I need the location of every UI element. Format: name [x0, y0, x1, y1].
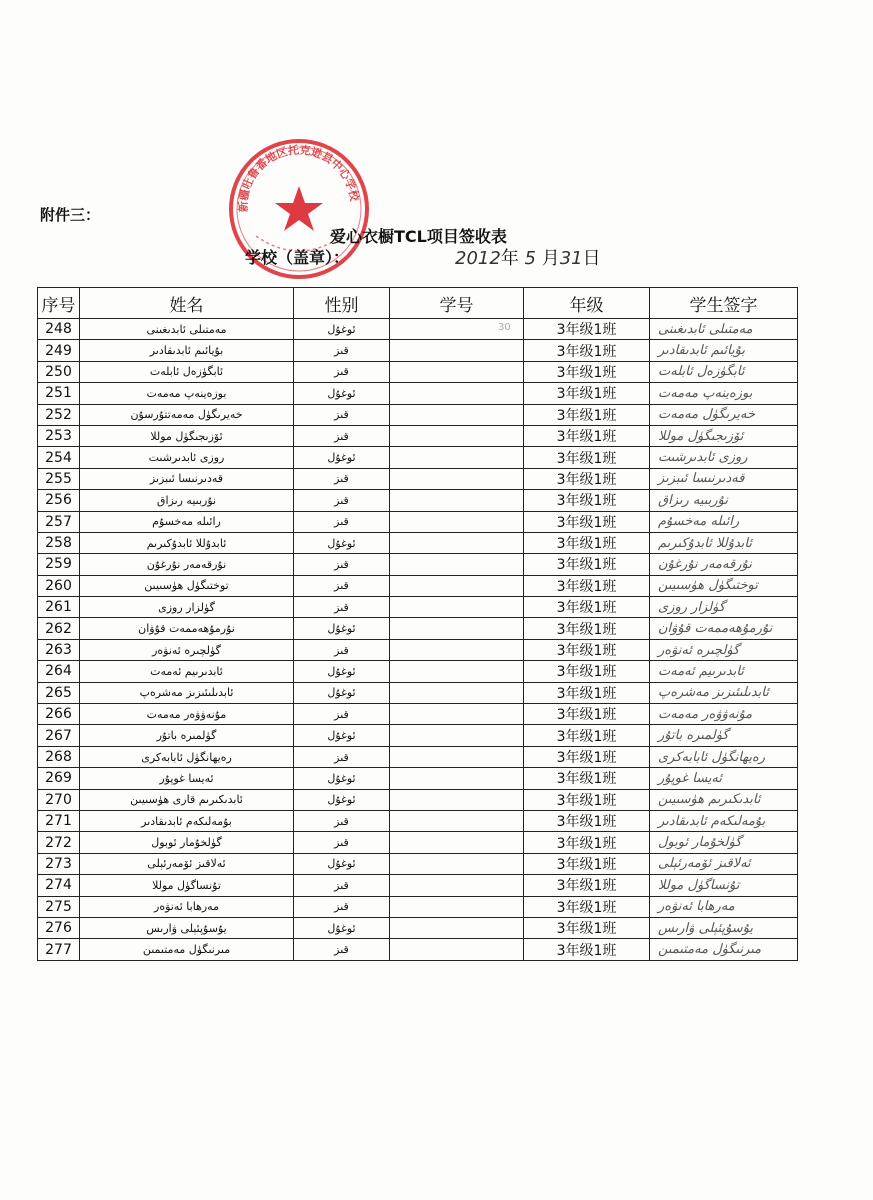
row-number-cell: 271: [38, 810, 80, 831]
student-signature-cell: بۇمەلىكەم ئابدىقادىر: [650, 810, 798, 831]
table-row: [38, 618, 798, 639]
grade-cell: 3年级1班: [524, 425, 650, 446]
table-row: [38, 361, 798, 382]
table-row: [38, 853, 798, 874]
date-year: 2012: [455, 248, 501, 269]
date-month: 5: [524, 248, 536, 269]
table-row: [38, 661, 798, 682]
grade-cell: 3年级1班: [524, 768, 650, 789]
table-row: [38, 875, 798, 896]
grade-cell: 3年级1班: [524, 682, 650, 703]
student-id-cell: [390, 896, 524, 917]
school-label: 学校（盖章）：: [245, 248, 350, 267]
star-icon: [275, 186, 323, 231]
student-signature-cell: ئابگۈزەل ئابلەت: [650, 361, 798, 382]
student-name-cell: ئابدىكىرىم قارى ھۈسىيىن: [80, 789, 294, 810]
student-name-cell: ئەلاقىز ئۆمەرئېلى: [80, 853, 294, 874]
student-id-cell: [390, 746, 524, 767]
row-number-cell: 268: [38, 746, 80, 767]
student-id-cell: [390, 832, 524, 853]
row-number-cell: 251: [38, 383, 80, 404]
student-id-cell: [390, 468, 524, 489]
student-signature-cell: يۇسۇپئېلى ۋارىس: [650, 917, 798, 938]
row-number-cell: 276: [38, 917, 80, 938]
grade-cell: 3年级1班: [524, 704, 650, 725]
row-number-cell: 253: [38, 425, 80, 446]
grade-cell: 3年级1班: [524, 618, 650, 639]
gender-cell: قىز: [294, 361, 390, 382]
student-id-cell: [390, 597, 524, 618]
row-number-cell: 259: [38, 554, 80, 575]
student-id-cell: [390, 661, 524, 682]
student-name-cell: مۇنەۋۋەر مەمەت: [80, 704, 294, 725]
gender-cell: ئوغۇل: [294, 768, 390, 789]
receipt-table: [37, 287, 798, 961]
gender-cell: ئوغۇل: [294, 618, 390, 639]
student-id-cell: [390, 810, 524, 831]
student-name-cell: ئابدىرىيم ئەمەت: [80, 661, 294, 682]
grade-cell: 3年级1班: [524, 468, 650, 489]
student-name-cell: ئۆزىجىگۈل موللا: [80, 425, 294, 446]
grade-cell: 3年级1班: [524, 575, 650, 596]
row-number-cell: 257: [38, 511, 80, 532]
student-signature-cell: مىرنىگۈل مەمتىمىن: [650, 939, 798, 960]
student-name-cell: بۇمەلىكەم ئابدىقادىر: [80, 810, 294, 831]
student-id-cell: [390, 875, 524, 896]
student-id-cell: [390, 532, 524, 553]
grade-cell: 3年级1班: [524, 383, 650, 404]
student-name-cell: رائىلە مەخسۇم: [80, 511, 294, 532]
student-name-cell: قەدىرنىسا ئىبزىز: [80, 468, 294, 489]
student-signature-cell: خەيرىگۈل مەمەت: [650, 404, 798, 425]
table-row: [38, 575, 798, 596]
gender-cell: قىز: [294, 340, 390, 361]
table-row: [38, 789, 798, 810]
row-number-cell: 277: [38, 939, 80, 960]
student-id-cell: [390, 939, 524, 960]
row-number-cell: 263: [38, 639, 80, 660]
student-signature-cell: ئەيسا غوپۇر: [650, 768, 798, 789]
student-signature-cell: ئەلاقىز ئۆمەرئېلى: [650, 853, 798, 874]
table-row: [38, 468, 798, 489]
row-number-cell: 262: [38, 618, 80, 639]
gender-cell: قىز: [294, 468, 390, 489]
student-id-cell: [390, 639, 524, 660]
student-name-cell: ئەيسا غوپۇر: [80, 768, 294, 789]
student-signature-cell: گۈلچىرە ئەنۋەر: [650, 639, 798, 660]
student-name-cell: ئابدىلىئىزىز مەشرەپ: [80, 682, 294, 703]
gender-cell: قىز: [294, 832, 390, 853]
student-signature-cell: رەيھانگۈل ئابابەكرى: [650, 746, 798, 767]
grade-cell: 3年级1班: [524, 490, 650, 511]
gender-cell: قىز: [294, 554, 390, 575]
grade-cell: 3年级1班: [524, 725, 650, 746]
table-row: [38, 939, 798, 960]
gender-cell: قىز: [294, 639, 390, 660]
table-row: [38, 810, 798, 831]
col-header-gender: 性别: [294, 288, 390, 319]
student-name-cell: گۈلچىرە ئەنۋەر: [80, 639, 294, 660]
student-name-cell: بۇيائىم ئابدىقادىر: [80, 340, 294, 361]
student-id-cell: [390, 447, 524, 468]
table-row: [38, 682, 798, 703]
student-id-cell: [390, 361, 524, 382]
row-number-cell: 256: [38, 490, 80, 511]
student-name-cell: روزى ئابدىرشىت: [80, 447, 294, 468]
table-row: [38, 597, 798, 618]
student-name-cell: بوزەينەپ مەمەت: [80, 383, 294, 404]
student-signature-cell: ئۆزىجىگۈل موللا: [650, 425, 798, 446]
row-number-cell: 275: [38, 896, 80, 917]
student-name-cell: ئابگۈزەل ئابلەت: [80, 361, 294, 382]
grade-cell: 3年级1班: [524, 896, 650, 917]
gender-cell: قىز: [294, 404, 390, 425]
grade-cell: 3年级1班: [524, 746, 650, 767]
table-row: [38, 490, 798, 511]
student-signature-cell: تۇنساگۈل موللا: [650, 875, 798, 896]
student-signature-cell: بۇيائىم ئابدىقادىر: [650, 340, 798, 361]
grade-cell: 3年级1班: [524, 917, 650, 938]
table-row: [38, 896, 798, 917]
student-id-cell: [390, 511, 524, 532]
gender-cell: ئوغۇل: [294, 917, 390, 938]
grade-cell: 3年级1班: [524, 554, 650, 575]
student-name-cell: خەيرىگۈل مەمەتتۇرسۇن: [80, 404, 294, 425]
gender-cell: قىز: [294, 939, 390, 960]
row-number-cell: 269: [38, 768, 80, 789]
attachment-label: 附件三：: [40, 206, 101, 224]
student-id-cell: [390, 618, 524, 639]
table-row: [38, 746, 798, 767]
stray-mark: 30: [498, 322, 511, 333]
table-row: [38, 917, 798, 938]
student-signature-cell: نۇرمۇھەممەت قۇۋان: [650, 618, 798, 639]
grade-cell: 3年级1班: [524, 404, 650, 425]
table-row: [38, 319, 798, 340]
student-name-cell: مەرھابا ئەنۋەر: [80, 896, 294, 917]
gender-cell: ئوغۇل: [294, 532, 390, 553]
row-number-cell: 261: [38, 597, 80, 618]
student-id-cell: [390, 917, 524, 938]
gender-cell: قىز: [294, 875, 390, 896]
grade-cell: 3年级1班: [524, 639, 650, 660]
grade-cell: 3年级1班: [524, 511, 650, 532]
student-id-cell: [390, 789, 524, 810]
student-name-cell: گۈلزار روزى: [80, 597, 294, 618]
student-id-cell: [390, 853, 524, 874]
student-id-cell: [390, 425, 524, 446]
row-number-cell: 272: [38, 832, 80, 853]
date-day: 31: [559, 248, 583, 269]
student-signature-cell: مەرھابا ئەنۋەر: [650, 896, 798, 917]
student-name-cell: تۇنساگۈل موللا: [80, 875, 294, 896]
table-row: [38, 704, 798, 725]
row-number-cell: 274: [38, 875, 80, 896]
table-row: [38, 768, 798, 789]
table-row: [38, 340, 798, 361]
table-row: [38, 404, 798, 425]
grade-cell: 3年级1班: [524, 853, 650, 874]
student-id-cell: [390, 704, 524, 725]
student-id-cell: [390, 490, 524, 511]
gender-cell: ئوغۇل: [294, 447, 390, 468]
student-signature-cell: بوزەينەپ مەمەت: [650, 383, 798, 404]
row-number-cell: 266: [38, 704, 80, 725]
date: 2012年 5 月31日: [455, 248, 601, 269]
grade-cell: 3年级1班: [524, 789, 650, 810]
student-name-cell: نۇرقەمەر نۇرغۇن: [80, 554, 294, 575]
gender-cell: ئوغۇل: [294, 319, 390, 340]
grade-cell: 3年级1班: [524, 532, 650, 553]
student-id-cell: [390, 768, 524, 789]
student-signature-cell: مەمتىلى ئابدىغىنى: [650, 319, 798, 340]
student-signature-cell: نۇرقەمەر نۇرغۇن: [650, 554, 798, 575]
student-id-cell: [390, 383, 524, 404]
student-name-cell: نۇربىيە رىزاق: [80, 490, 294, 511]
gender-cell: قىز: [294, 896, 390, 917]
table-row: [38, 554, 798, 575]
gender-cell: قىز: [294, 597, 390, 618]
gender-cell: ئوغۇل: [294, 661, 390, 682]
student-name-cell: توختىگۈل ھۈسىيىن: [80, 575, 294, 596]
grade-cell: 3年级1班: [524, 832, 650, 853]
student-name-cell: گۈلخۇمار ئوبول: [80, 832, 294, 853]
student-id-cell: [390, 554, 524, 575]
table-row: [38, 425, 798, 446]
student-signature-cell: ئابدۇللا ئابدۇكىرىم: [650, 532, 798, 553]
student-id-cell: [390, 319, 524, 340]
grade-cell: 3年级1班: [524, 810, 650, 831]
student-signature-cell: ئابدىرىيم ئەمەت: [650, 661, 798, 682]
student-id-cell: [390, 725, 524, 746]
row-number-cell: 264: [38, 661, 80, 682]
student-name-cell: رەيھانگۈل ئابابەكرى: [80, 746, 294, 767]
col-header-number: 序号: [38, 288, 80, 319]
student-signature-cell: قەدىرنىسا ئىبزىز: [650, 468, 798, 489]
table-row: [38, 511, 798, 532]
grade-cell: 3年级1班: [524, 875, 650, 896]
student-signature-cell: گۈلخۇمار ئوبول: [650, 832, 798, 853]
grade-cell: 3年级1班: [524, 447, 650, 468]
student-signature-cell: رائىلە مەخسۇم: [650, 511, 798, 532]
gender-cell: ئوغۇل: [294, 789, 390, 810]
col-header-student-id: 学号: [390, 288, 524, 319]
row-number-cell: 260: [38, 575, 80, 596]
table-row: [38, 532, 798, 553]
student-id-cell: [390, 340, 524, 361]
row-number-cell: 265: [38, 682, 80, 703]
row-number-cell: 249: [38, 340, 80, 361]
student-signature-cell: روزى ئابدىرشىت: [650, 447, 798, 468]
student-signature-cell: توختىگۈل ھۈسىيىن: [650, 575, 798, 596]
gender-cell: قىز: [294, 425, 390, 446]
gender-cell: قىز: [294, 490, 390, 511]
student-signature-cell: گۈلمىرە باتۇر: [650, 725, 798, 746]
stamp-text: 新疆吐鲁番地区托克逊县中心学校: [236, 143, 361, 213]
row-number-cell: 267: [38, 725, 80, 746]
grade-cell: 3年级1班: [524, 661, 650, 682]
row-number-cell: 255: [38, 468, 80, 489]
gender-cell: قىز: [294, 810, 390, 831]
gender-cell: قىز: [294, 511, 390, 532]
col-header-name: 姓名: [80, 288, 294, 319]
student-id-cell: [390, 404, 524, 425]
student-id-cell: [390, 682, 524, 703]
row-number-cell: 250: [38, 361, 80, 382]
table-row: [38, 832, 798, 853]
student-signature-cell: گۈلزار روزى: [650, 597, 798, 618]
gender-cell: ئوغۇل: [294, 383, 390, 404]
student-signature-cell: ئابدىلىئىزىز مەشرەپ: [650, 682, 798, 703]
grade-cell: 3年级1班: [524, 319, 650, 340]
row-number-cell: 258: [38, 532, 80, 553]
table-row: [38, 725, 798, 746]
grade-cell: 3年级1班: [524, 597, 650, 618]
student-name-cell: گۈلمىرە باتۇر: [80, 725, 294, 746]
row-number-cell: 248: [38, 319, 80, 340]
student-signature-cell: نۇربىيە رىزاق: [650, 490, 798, 511]
student-name-cell: مەمتىلى ئابدىغىنى: [80, 319, 294, 340]
gender-cell: ئوغۇل: [294, 725, 390, 746]
student-name-cell: مىرنىگۈل مەمتىمىن: [80, 939, 294, 960]
table-row: [38, 383, 798, 404]
gender-cell: قىز: [294, 746, 390, 767]
row-number-cell: 252: [38, 404, 80, 425]
table-header-row: [38, 288, 798, 319]
row-number-cell: 254: [38, 447, 80, 468]
table-row: [38, 447, 798, 468]
gender-cell: ئوغۇل: [294, 853, 390, 874]
table-row: [38, 639, 798, 660]
student-name-cell: يۇسۇپئېلى ۋارىس: [80, 917, 294, 938]
grade-cell: 3年级1班: [524, 361, 650, 382]
student-signature-cell: مۇنەۋۋەر مەمەت: [650, 704, 798, 725]
student-name-cell: ئابدۇللا ئابدۇكىرىم: [80, 532, 294, 553]
table-body: [38, 319, 798, 961]
gender-cell: قىز: [294, 704, 390, 725]
col-header-grade: 年级: [524, 288, 650, 319]
gender-cell: قىز: [294, 575, 390, 596]
gender-cell: ئوغۇل: [294, 682, 390, 703]
row-number-cell: 273: [38, 853, 80, 874]
student-name-cell: نۇرمۇھەممەت قۇۋان: [80, 618, 294, 639]
row-number-cell: 270: [38, 789, 80, 810]
grade-cell: 3年级1班: [524, 340, 650, 361]
grade-cell: 3年级1班: [524, 939, 650, 960]
col-header-signature: 学生签字: [650, 288, 798, 319]
student-id-cell: [390, 575, 524, 596]
student-signature-cell: ئابدىكىرىم ھۈسىيىن: [650, 789, 798, 810]
document-title: 爱心衣橱TCL项目签收表: [330, 227, 507, 246]
